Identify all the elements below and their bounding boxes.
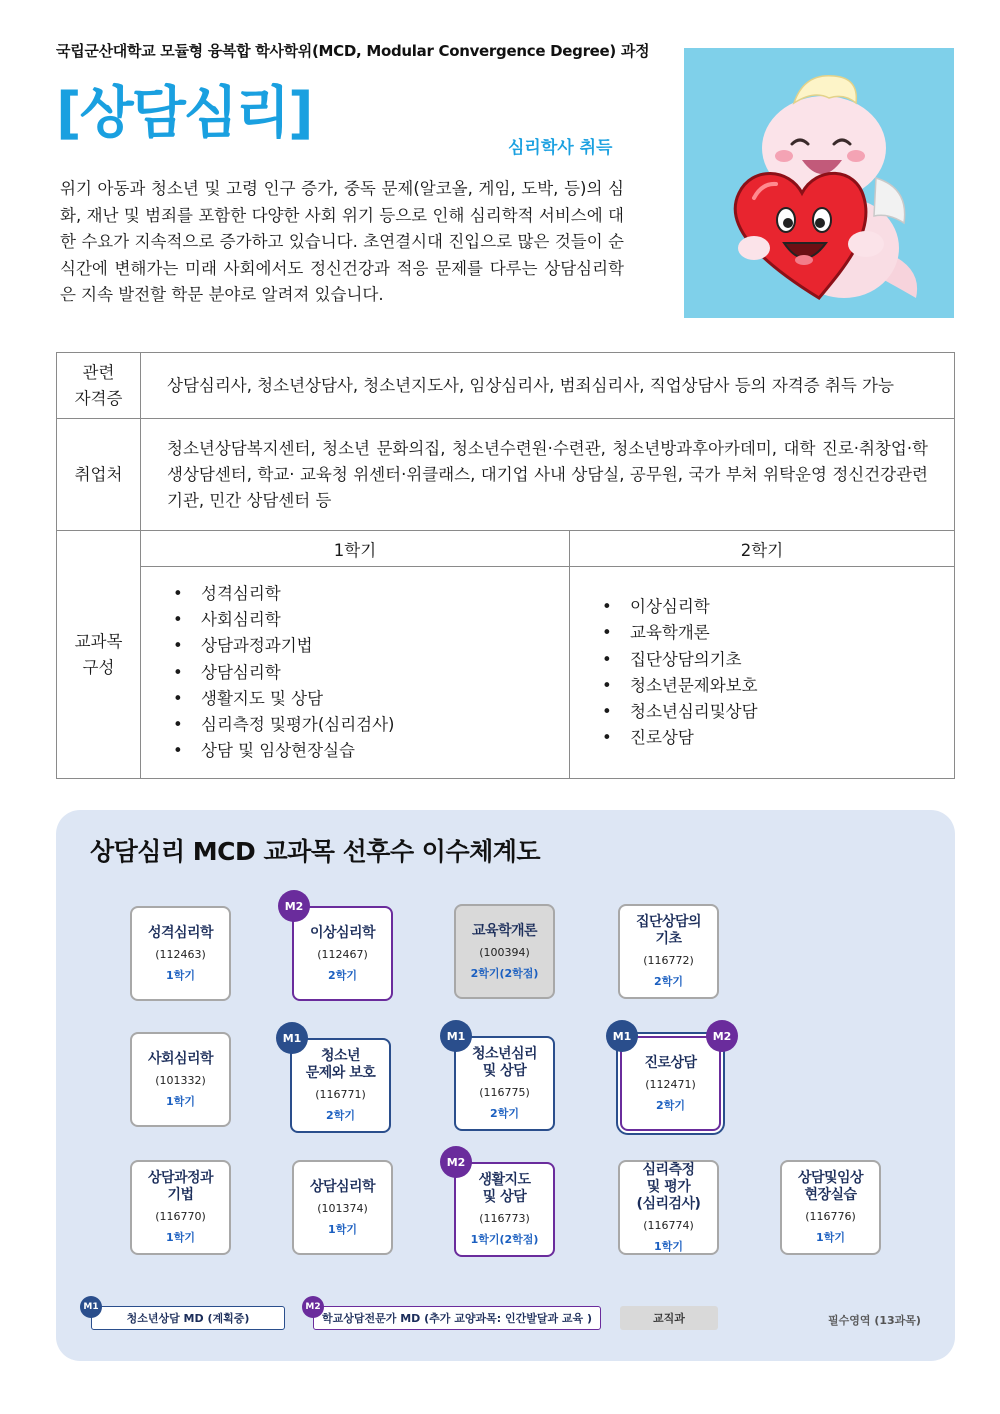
course-node [290,1038,391,1133]
course-node-semester: 2학기 [328,968,357,982]
sem2-course-list [570,580,954,765]
degree-subtitle: 심리학사 취득 [508,138,613,158]
sem2-course-item: • 집단상담의기초 [602,647,954,673]
course-node-code: (112471) [645,1077,696,1091]
legend-gray-text: 교직과 [653,1312,685,1325]
legend-m1-badge: M1 [80,1296,102,1318]
legend-m1-box [91,1306,285,1330]
course-node-semester: 1학기(2학점) [470,1233,539,1246]
course-node-semester: 2학기 [326,1109,355,1122]
course-node [618,904,719,999]
info-table [56,352,955,779]
course-node [292,1160,393,1255]
course-node-code: (116774) [643,1218,694,1232]
sem1-course-list [141,567,569,778]
legend-required-text: 필수영역 (13과목) [828,1314,921,1327]
page-title: [상담심리] [56,81,312,146]
sem2-course-item: • 진로상담 [602,725,954,751]
course-node-code: (100394) [479,945,530,959]
legend-gray-box [620,1306,718,1330]
course-label [57,531,141,779]
course-node-code: (101374) [317,1201,368,1215]
course-node-name: 이상심리학 [309,924,376,941]
course-node-code: (116775) [479,1086,530,1099]
course-node-name: 집단상담의 기초 [635,914,702,947]
course-node-code: (116773) [479,1212,530,1225]
cert-content: 상담심리사, 청소년상담사, 청소년지도사, 임상심리사, 범죄심리사, 직업상담사 등의 자격증 취득 가능 [141,353,955,419]
job-row [57,419,955,531]
cert-label [57,353,141,419]
course-node-semester: 1학기 [166,968,195,982]
course-node-code: (116770) [155,1210,206,1223]
course-node-semester: 1학기 [654,1239,683,1253]
course-label-text: 교과목 구성 [74,631,123,677]
course-node-name: 생활지도 및 상담 [478,1172,531,1205]
cert-row [57,353,955,419]
semester-head-row [57,531,955,567]
curriculum-flowchart [56,810,955,1361]
course-node-semester: 1학기 [166,1231,195,1244]
sem2-course-item: • 청소년심리및상담 [602,699,954,725]
course-node-name: 청소년심리 및 상담 [471,1046,538,1079]
course-node-semester: 1학기 [816,1231,845,1244]
m1-badge: M1 [276,1022,308,1054]
heart-dragon-mascot-icon [684,48,954,318]
course-node [780,1160,881,1255]
course-node-semester: 1학기 [166,1094,195,1108]
sem1-courses-cell [141,567,570,779]
course-node-semester: 1학기 [328,1222,357,1236]
intro-paragraph: 위기 아동과 청소년 및 고령 인구 증가, 중독 문제(알코올, 게임, 도박, 등)의 심화, 재난 및 범죄를 포함한 다양한 사회 위기 등으로 인해 심리학적 서비스에 대한 수요가 지속적으로 증가하고 있습니다. 초연결시대 진입으로 많은 것들이 순식간에 변해가는 미래 사회에서도 정신건강과 적응 문제를 다루는 상담심리학은 지속 발전할 학문 분야로 알려져 있습니다. [60,179,624,304]
legend-m2-badge: M2 [302,1296,324,1318]
course-node-name: 상담과정과 기법 [147,1170,214,1203]
course-node-semester: 2학기 [656,1098,685,1112]
course-node-semester: 2학기 [654,975,683,988]
m1-badge: M1 [606,1020,638,1052]
cert-label-text: 관련 자격증 [74,362,123,408]
job-label: 취업처 [57,419,141,531]
sem1-course-item: • 성격심리학 [173,581,569,607]
course-node-name: 사회심리학 [147,1050,214,1067]
course-node [130,1032,231,1127]
sem1-course-item: • 사회심리학 [173,607,569,633]
sem1-course-item: • 상담 및 임상현장실습 [173,738,569,764]
course-node-code: (112467) [317,947,368,961]
sem2-header: 2학기 [570,531,955,567]
sem1-course-item: • 상담심리학 [173,660,569,686]
course-node [454,1162,555,1257]
legend-m1-text: 청소년상담 MD (계획중) [126,1312,250,1325]
course-node-code: (116772) [643,954,694,967]
m2-badge: M2 [278,890,310,922]
course-list-row [57,567,955,779]
course-node-semester: 2학기 [490,1107,519,1120]
m2-badge: M2 [440,1146,472,1178]
job-content: 청소년상담복지센터, 청소년 문화의집, 청소년수련원·수련관, 청소년방과후아카데미, 대학 진로·취창업·학생상담센터, 학교· 교육청 위센터·위클래스, 대기업 사내 상담실, 공무원, 국가 부처 위탁운영 정신건강관련기관, 민간 상담센터 등 [141,419,955,531]
sem1-course-item: • 생활지도 및 상담 [173,686,569,712]
program-title: 국립군산대학교 모듈형 융복합 학사학위(MCD, Modular Convergence Degree) 과정 [56,42,650,60]
sem2-course-item: • 청소년문제와보호 [602,673,954,699]
course-node-code: (101332) [155,1073,206,1087]
sem2-courses-cell [570,567,955,779]
course-node-name: 상담및임상 현장실습 [797,1170,864,1203]
course-node [292,906,393,1001]
course-node-name: 진로상담 [644,1054,697,1071]
course-node-code: (116776) [805,1210,856,1223]
sem2-course-item: • 교육학개론 [602,620,954,646]
legend-m2-text: 학교상담전문가 MD (추가 교양과목: 인간발달과 교육 ) [321,1312,593,1325]
course-node-code: (116771) [315,1088,366,1101]
sem1-course-item: • 상담과정과기법 [173,633,569,659]
sem1-course-item: • 심리측정 및평가(심리검사) [173,712,569,738]
course-node-name: 청소년 문제와 보호 [305,1048,376,1081]
flowchart-title: 상담심리 MCD 교과목 선후수 이수체계도 [90,837,541,866]
m2-badge: M2 [706,1020,738,1052]
course-node-name: 심리측정 및 평가 (심리검사) [636,1161,701,1212]
sem1-header: 1학기 [141,531,570,567]
course-node [130,906,231,1001]
course-node-code: (112463) [155,947,206,961]
course-node [618,1160,719,1255]
course-node [454,904,555,999]
course-node [454,1036,555,1131]
sem2-course-item: • 이상심리학 [602,594,954,620]
course-node-name: 교육학개론 [471,922,538,939]
course-node-semester: 2학기(2학점) [470,966,539,980]
legend-m2-box [313,1306,601,1330]
course-node [620,1036,721,1131]
course-node [130,1160,231,1255]
course-node-name: 상담심리학 [309,1178,376,1195]
course-node-name: 성격심리학 [147,924,214,941]
m1-badge: M1 [440,1020,472,1052]
